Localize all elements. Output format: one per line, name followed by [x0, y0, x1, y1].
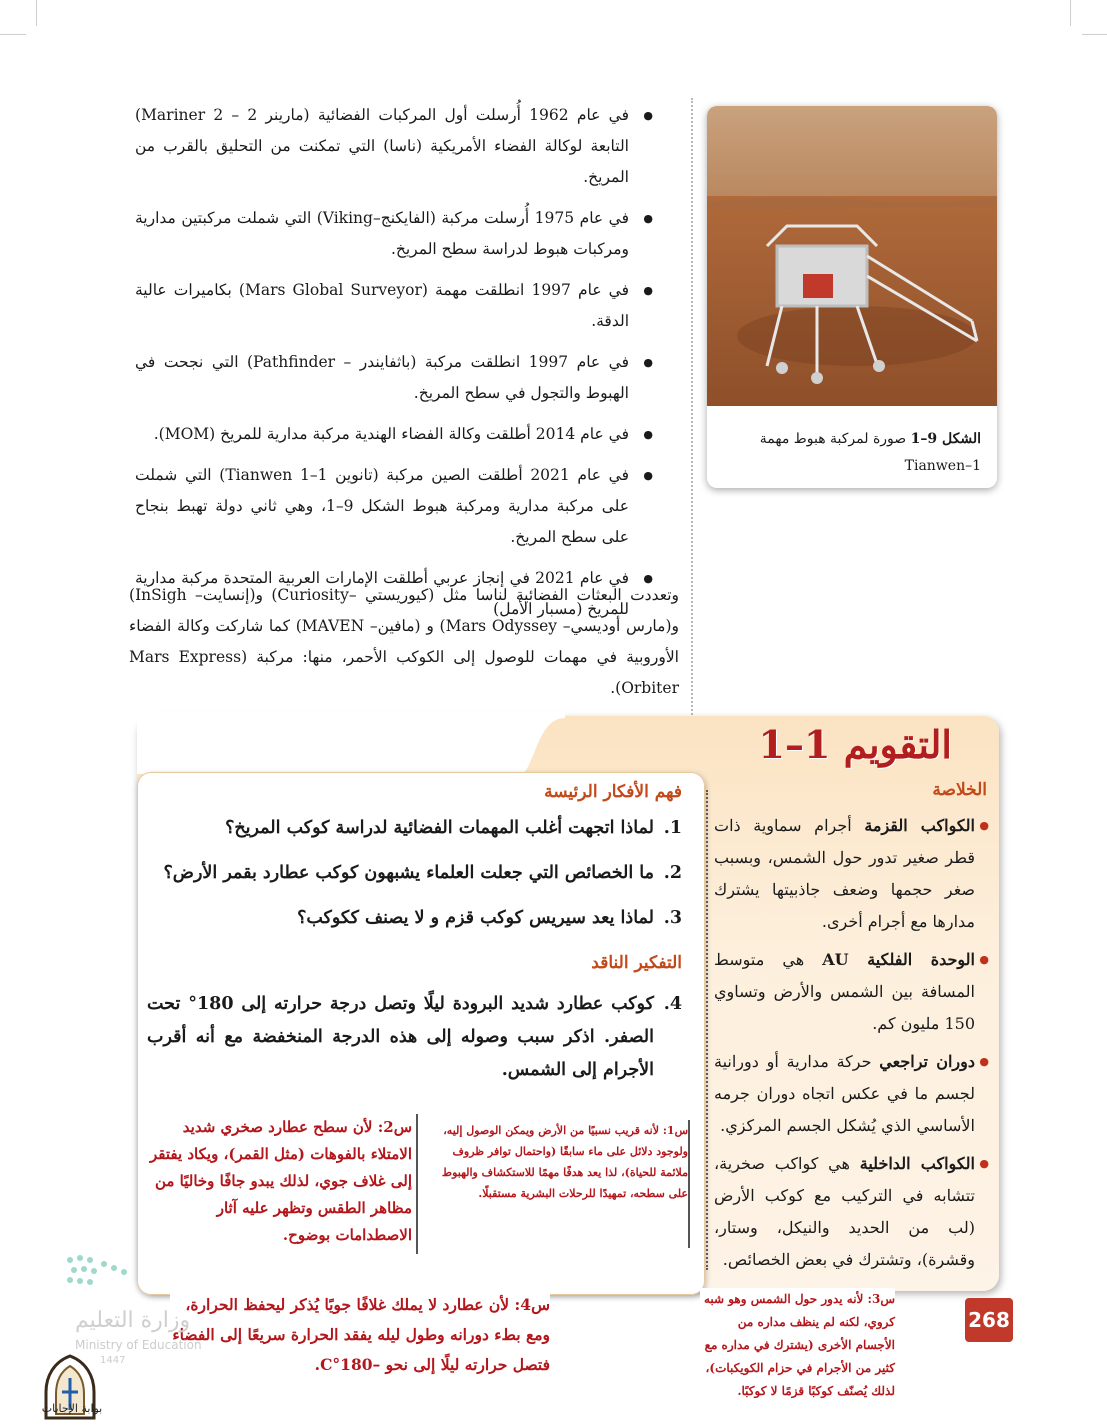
mission-item: ● في عام 1975 أُرسلت مركبة (الفايكنج–Viking) التي شملت مركبتين مدارية ومركبات هبوط لدراسة سطح المريخ.	[135, 203, 655, 265]
summary-term: الوحدة الفلكية AU	[822, 950, 975, 969]
assessment-title: التقويم 1–1	[758, 722, 952, 767]
summary-text: هي كواكب صخرية، تتشابه في التركيب مع كوكب الأرض (لب من الحديد والنيكل، وستار، وقشرة)، وتشترك في بعض الخصائص.	[714, 1154, 975, 1269]
question-item	[147, 902, 682, 935]
mission-item: ● في عام 2021 أطلقت الصين مركبة (تانوين 1–Tianwen 1) التي شملت على مركبة مدارية ومركبة هبوط الشكل 9–1، وهي ثاني دولة تهبط بنجاح على سطح المريخ.	[135, 460, 655, 553]
summary-term: دوران تراجعي	[879, 1052, 976, 1071]
summary-item	[714, 810, 989, 938]
answer-1: س1: لأنه قريب نسبيًا من الأرض ويمكن الوصول إليه، ولوجود دلائل على ماء سابقًا (واحتمال توافر ظروف ملائمة للحياة)، لذا يعد هدفًا مهمًا للاستكشاف والهبوط على سطحه، تمهيدًا للرحلات البشرية مستقبلًا.	[430, 1120, 690, 1248]
questions-list	[147, 812, 682, 1099]
critical-thinking-heading: التفكير الناقد	[591, 953, 682, 973]
missions-list	[135, 100, 655, 635]
answer-3: س3: لأنه يدور حول الشمس وهو شبه كروي، لكنه لم ينظف مداره من الأجسام الأخرى (يشترك في مداره مع كثير من الأجرام في حزام الكويكبات)، لذلك يُصنّف كوكبًا قزمًا لا كوكبًا.	[700, 1288, 895, 1384]
crop-mark	[0, 34, 26, 35]
figure-caption-text: صورة لمركبة هبوط مهمة	[759, 431, 907, 447]
mission-item: ● في عام 1997 انطلقت مهمة (Mars Global Surveyor) بكاميرات عالية الدقة.	[135, 275, 655, 337]
mission-item: ● في عام 2021 في إنجاز عربي أطلقت الإمارات العربية المتحدة مركبة مدارية للمريخ (مسبار الأمل)	[135, 563, 655, 625]
figure-caption	[721, 426, 981, 480]
summary-term: الكواكب القزمة	[864, 816, 976, 835]
figure-caption-name: Tianwen–1	[904, 458, 981, 474]
question-number: 1.	[663, 818, 682, 838]
question-text: لماذا يعد سيريس كوكب قزم و لا يصنف ككوكب؟	[297, 908, 654, 928]
summary-term: الكواكب الداخلية	[859, 1154, 975, 1173]
figure-card	[707, 106, 997, 488]
ministry-name-en: Ministry of Education	[75, 1338, 202, 1352]
crop-mark	[36, 0, 37, 26]
question-item	[147, 857, 682, 890]
question-text: كوكب عطارد شديد البرودة ليلًا وتصل درجة حرارته إلى 180° تحت الصفر. اذكر سبب وصوله إلى هذه الدرجة المنخفضة مع أنه أقرب الأجرام إلى الشمس.	[147, 994, 654, 1080]
main-ideas-heading: فهم الأفكار الرئيسة	[544, 782, 682, 802]
answer-2: س2: لأن سطح عطارد صخري شديد الامتلاء بالفوهات (مثل القمر)، ويكاد يفتقر إلى غلاف جوي، لذلك يبدو جافًا وخاليًا من مظاهر الطقس وتظهر عليه آثار الاصطدامات بوضوح.	[150, 1114, 418, 1254]
answers-gate-name: بوابة الإجابات	[41, 1402, 103, 1415]
missions-paragraph: وتعددت البعثات الفضائية لناسا مثل (كيوريستي –Curiosity) و(إنسايت– InSigh) و(مارس أوديسي– Mars Odyssey) و (مافين– MAVEN) كما شاركت وكالة الفضاء الأوروبية في مهمات للوصول إلى الكوكب الأحمر، منها: مركبة (Mars Express Orbiter).	[129, 586, 679, 697]
summary-text: حركة مدارية أو دورانية لجسم ما في عكس اتجاه دوران جرمه الأساسي الذي يُشكل الجسم المركزي.	[714, 1052, 975, 1135]
question-number: 2.	[663, 863, 682, 883]
ministry-year: 1447	[100, 1355, 126, 1366]
question-text: لماذا اتجهت أغلب المهمات الفضائية لدراسة كوكب المريخ؟	[225, 818, 654, 838]
summary-item	[714, 944, 989, 1040]
ministry-name-ar: وزارة التعليم	[75, 1308, 191, 1333]
mars-lander-photo	[707, 106, 997, 406]
question-item	[147, 988, 682, 1087]
crop-mark	[1082, 34, 1107, 35]
column-divider	[691, 98, 693, 718]
summary-item	[714, 1046, 989, 1142]
page-number: 268	[965, 1298, 1013, 1342]
summary-text: هي متوسط المسافة بين الشمس والأرض وتساوي 150 مليون كم.	[714, 950, 975, 1033]
question-text: ما الخصائص التي جعلت العلماء يشبهون كوكب عطارد بقمر الأرض؟	[163, 863, 654, 883]
summary-text: أجرام سماوية ذات قطر صغير تدور حول الشمس، وبسبب صغر حجمها وضعف جاذبيتها يشترك مدارها مع أجرام أخرى.	[714, 816, 975, 931]
question-number: 4.	[663, 994, 682, 1014]
mission-item: ● في عام 1962 أُرسلت أول المركبات الفضائية (مارينر 2 – Mariner 2) التابعة لوكالة الفضاء الأمريكية (ناسا) التي تمكنت من التحليق بالقرب من المريخ.	[135, 100, 655, 193]
summary-item	[714, 1148, 989, 1276]
mission-item: ● في عام 2014 أطلقت وكالة الفضاء الهندية مركبة مدارية للمريخ (MOM).	[135, 419, 655, 450]
figure-label: الشكل 9–1	[910, 431, 981, 447]
panel-divider	[706, 790, 708, 1270]
mission-item: ● في عام 1997 انطلقت مركبة (باثفايندر – Pathfinder) التي نجحت في الهبوط والتجول في سطح المريخ.	[135, 347, 655, 409]
summary-list	[714, 810, 989, 1282]
crop-mark	[1070, 0, 1071, 26]
panel-notch	[137, 712, 517, 774]
question-item	[147, 812, 682, 845]
question-number: 3.	[663, 908, 682, 928]
panel-tab-curve	[505, 712, 565, 776]
answer-4: س4: لأن عطارد لا يملك غلافًا جويًا يُذكر ليحفظ الحرارة، ومع بطء دورانه وطول ليله يفقد الحرارة سريعًا إلى الفضاء فتصل حرارته ليلًا إلى نحو –180°C.	[170, 1290, 550, 1386]
summary-heading: الخلاصة	[932, 780, 987, 800]
